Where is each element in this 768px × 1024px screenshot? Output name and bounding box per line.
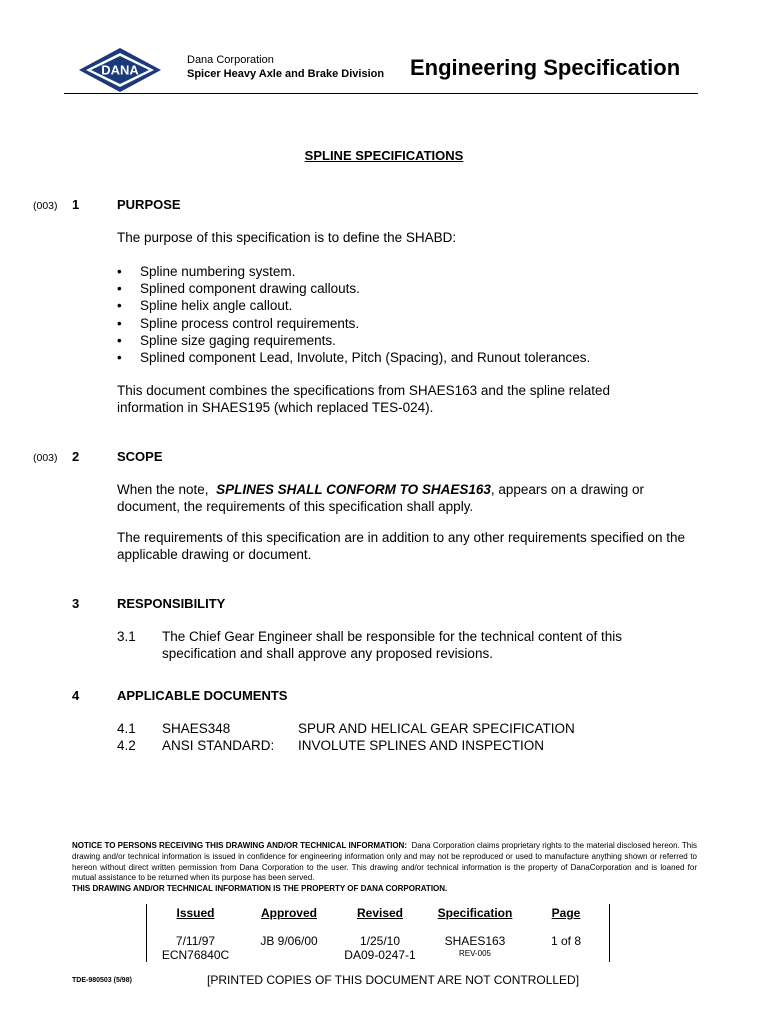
dana-logo: [78, 47, 162, 93]
document-type: Engineering Specification: [410, 55, 681, 80]
header-divider: [64, 93, 698, 94]
scope-conformance-note: SPLINES SHALL CONFORM TO SHAES163: [216, 482, 491, 497]
purpose-intro: The purpose of this specification is to define the SHABD:: [117, 230, 457, 245]
issued-ecn: ECN76840C: [161, 948, 230, 962]
table-header-issued: Issued: [176, 906, 215, 920]
division-name: Spicer Heavy Axle and Brake Division: [187, 68, 385, 80]
revised-number: DA09-0247-1: [344, 948, 416, 962]
section-heading-responsibility: RESPONSIBILITY: [117, 596, 226, 611]
revision-table: [146, 904, 610, 962]
responsibility-text: The Chief Gear Engineer shall be responsible for the technical content of this specification and shall approve any proposed revisions.: [162, 629, 623, 661]
purpose-bullet-list: [117, 263, 590, 366]
revision-marker: (003): [33, 452, 58, 464]
page-title: SPLINE SPECIFICATIONS: [304, 148, 464, 163]
document-reference-title: INVOLUTE SPLINES AND INSPECTION: [298, 738, 545, 753]
scope-paragraph-2: The requirements of this specification are in addition to any other requirements specified on the applicable drawing or document.: [117, 530, 686, 562]
notice-lead: NOTICE TO PERSONS RECEIVING THIS DRAWING AND/OR TECHNICAL INFORMATION:: [72, 841, 407, 850]
proprietary-notice: [72, 841, 697, 884]
table-header-approved: Approved: [260, 906, 317, 920]
form-identifier: TDE-980503 (5/98): [72, 977, 132, 984]
table-header-revised: Revised: [356, 906, 404, 920]
page-indicator: 1 of 8: [550, 934, 582, 948]
corporation-name: Dana Corporation: [187, 54, 274, 66]
section-heading-purpose: PURPOSE: [117, 197, 181, 212]
notice-property-statement: THIS DRAWING AND/OR TECHNICAL INFORMATION IS THE PROPERTY OF DANA CORPORATION.: [72, 884, 448, 893]
table-header-page: Page: [551, 906, 581, 920]
revised-date: 1/25/10: [359, 934, 401, 948]
list-item: • Spline process control requirements.: [117, 315, 590, 332]
list-item: • Splined component Lead, Involute, Pitch (Spacing), and Runout tolerances.: [117, 349, 590, 366]
scope-text-tail: , appears on a drawing or document, the requirements of this specification shall apply.: [117, 482, 644, 514]
list-item: • Splined component drawing callouts.: [117, 280, 590, 297]
document-reference: SHAES348: [162, 721, 231, 736]
subsection-number: 4.2: [117, 738, 136, 753]
notice-body: Dana Corporation claims proprietary rights to the material disclosed hereon. This drawing and/or technical information is issued in confidence for engineering information only and may not be reproduced or used to manufacture anything shown or referred to hereon without direct written permission from Dana Corporation to the user. This drawing and/or technical information is the property of DanaCorporation and is loaned for mutual assistance to be returned when its purpose has been served.: [72, 841, 697, 883]
list-item: • Spline numbering system.: [117, 263, 590, 280]
issued-date: 7/11/97: [175, 934, 216, 948]
section-number: 2: [72, 449, 80, 464]
subsection-number: 4.1: [117, 721, 136, 736]
purpose-closing: This document combines the specifications from SHAES163 and the spline related information in SHAES195 (which replaced TES-024).: [117, 383, 611, 415]
section-heading-documents: APPLICABLE DOCUMENTS: [117, 688, 288, 703]
scope-paragraph-1: [117, 481, 652, 515]
document-reference-title: SPUR AND HELICAL GEAR SPECIFICATION: [298, 721, 575, 736]
table-border-right: [609, 904, 610, 962]
logo-text: DANA: [101, 62, 139, 78]
section-number: 4: [72, 688, 80, 703]
section-number: 1: [72, 197, 80, 212]
scope-text-lead: When the note,: [117, 482, 217, 497]
subsection-number: 3.1: [117, 629, 136, 644]
list-item: • Spline helix angle callout.: [117, 297, 590, 314]
section-number: 3: [72, 596, 80, 611]
revision-marker: (003): [33, 200, 58, 212]
section-heading-scope: SCOPE: [117, 449, 163, 464]
specification-number: SHAES163: [444, 934, 506, 948]
table-header-specification: Specification: [437, 906, 513, 920]
document-reference: ANSI STANDARD:: [162, 738, 275, 753]
specification-revision: REV-005: [458, 949, 492, 958]
uncontrolled-copy-notice: [PRINTED COPIES OF THIS DOCUMENT ARE NOT CONTROLLED]: [207, 973, 580, 987]
list-item: • Spline size gaging requirements.: [117, 332, 590, 349]
approved-value: JB 9/06/00: [260, 934, 318, 948]
